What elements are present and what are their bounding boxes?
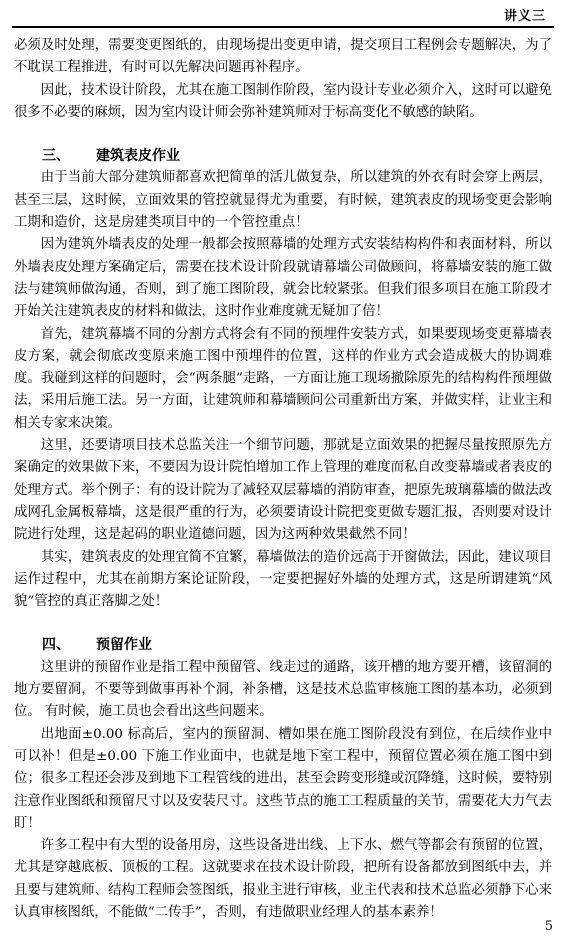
- page-header: [12, 0, 554, 28]
- paragraph: 这里讲的预留作业是指工程中预留管、线走过的通路，该开槽的地方要开槽，该留洞的地方要留洞，不要等到做事再补个洞，补条槽，这是技术总监审核施工图的基本功，必须到位。 有时候，施工员也会看出这些问题来。: [14, 659, 552, 720]
- document-body: [14, 35, 552, 924]
- section-title: 建筑表皮作业: [96, 148, 180, 165]
- paragraph: 因为建筑外墙表皮的处理一般都会按照幕墙的处理方式安装结构构件和表面材料，所以外墙表皮处理方案确定后，需要在技术设计阶段就请幕墙公司做顾问，将幕墙安装的施工做法与建筑师做沟通，否则，到了施工图阶段，就会比较紧张。但我们很多项目在施工阶段才开始关注建筑表皮的材料和做法，这时作业难度就无疑加了倍！: [14, 237, 552, 320]
- section-title: 预留作业: [96, 637, 152, 654]
- paragraph: 首先，建筑幕墙不同的分割方式将会有不同的预埋件安装方式，如果要现场变更幕墙表皮方案，就会彻底改变原来施工图中预埋件的位置，这样的作业方式会造成极大的协调难度。我碰到这样的问题时，会“两条腿”走路，一方面让施工现场撤除原先的结构构件预埋做法，采用后施工法。另一方面，让建筑师和幕墙顾问公司重新出方案，并做实样，让业主和相关专家来决策。: [14, 326, 552, 431]
- paragraph-continued: 必须及时处理，需要变更图纸的，由现场提出变更申请，提交项目工程例会专题解决，为了不耽误工程推进，有时可以先解决问题再补程序。: [14, 38, 552, 76]
- section-number: 四、: [42, 637, 70, 654]
- paragraph: 其实，建筑表皮的处理宜简不宜繁，幕墙做法的造价远高于开窗做法，因此，建议项目运作过程中，尤其在前期方案论证阶段，一定要把握好外墙的处理方式，这是所谓建筑“风貌”管控的真正落脚之处！: [14, 549, 552, 610]
- section-heading-3: [14, 145, 552, 167]
- section-number: 三、: [42, 148, 70, 165]
- paragraph: 这里，还要请项目技术总监关注一个细节问题，那就是立面效果的把握尽量按照原先方案确定的效果做下来，不要因为设计院怕增加工作上管理的难度而私自改变幕墙或者表皮的处理方式。举个例子：有的设计院为了减轻双层幕墙的消防审查，把原先玻璃幕墙的做法改成网孔金属板幕墙，这是很严重的行为，必须要请设计院把变更做专题汇报，否则要对设计院进行处理，这是起码的职业道德问题，因为这两种效果截然不同！: [14, 438, 552, 543]
- header-label: 讲义三: [503, 9, 546, 24]
- paragraph: 许多工程中有大型的设备用房，这些设备进出线、上下水、燃气等都会有预留的位置，尤其是穿越底板、顶板的工程。这就要求在技术设计阶段，把所有设备都放到图纸中去，并且要与建筑师、结构工程师会签图纸，报业主进行审核，业主代表和技术总监必须静下心来认真审核图纸，不能做“二传手”，否则，有违做职业经理人的基本素养！: [14, 838, 552, 920]
- page-number: 5: [544, 919, 553, 934]
- paragraph: 因此，技术设计阶段，尤其在施工图制作阶段，室内设计专业必须介入，这时可以避免很多不必要的麻烦，因为室内设计师会弥补建筑师对于标高变化不敏感的缺陷。: [14, 82, 552, 120]
- paragraph: 出地面±0.00 标高后，室内的预留洞、槽如果在施工图阶段没有到位，在后续作业中可以补！但是±0.00 下施工作业面中，也就是地下室工程中，预留位置必须在施工图中到位；很多工程还会涉及到地下工程管线的进出，甚至会跨变形缝或沉降缝，这时候，要特别注意作业图纸和预留尺寸以及安装尺寸。这些节点的施工工程质量的关节，需要花大力气去盯！: [14, 726, 552, 831]
- paragraph: 由于当前大部分建筑师都喜欢把简单的活儿做复杂，所以建筑的外衣有时会穿上两层，甚至三层，这时候，立面效果的管控就显得尤为重要，有时候，建筑表皮的现场变更会影响工期和造价，这是房建类项目中的一个管控重点！: [14, 170, 552, 231]
- section-heading-4: [14, 634, 552, 656]
